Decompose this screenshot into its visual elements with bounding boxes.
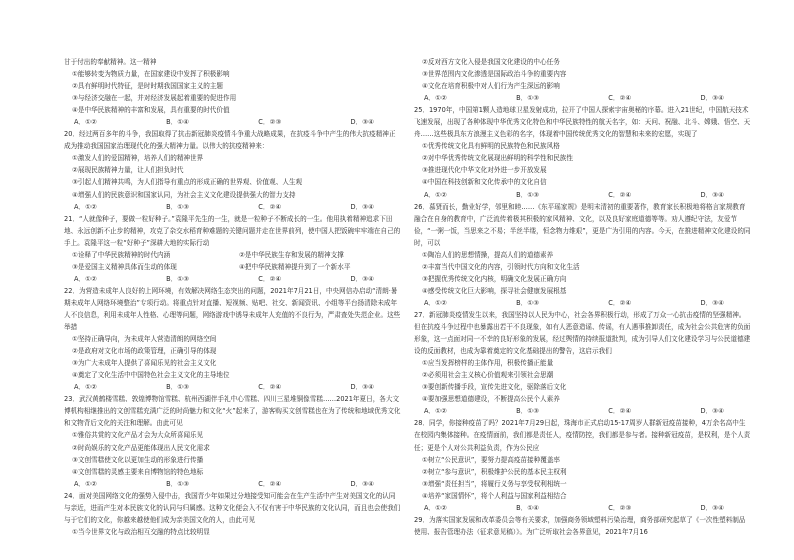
question-continued xyxy=(64,56,402,128)
question-25 xyxy=(414,104,752,200)
option: ②丰富当代中国文化的内容，引领时代方向和文化生活 xyxy=(422,262,580,271)
option: ④文化在培育积极中对人们行为产生深远的影响 xyxy=(422,82,560,91)
question-stem: 28．同学，你接种疫苗了吗？2021年7月29日起，珠海市正式启动15-17周岁人群新冠疫苗接种，4万余名高中生在校园内集体接种。在疫情面前，我们都是责任人，疫情防控，我们都是参与者。接种新冠疫苗，是权利，是个人责任；更是个人对公共利益负责，作为公民应 xyxy=(414,419,751,452)
choice-a: A．①② xyxy=(424,503,447,512)
answer-choices xyxy=(414,297,724,309)
choice-a: A．①② xyxy=(74,202,97,211)
choice-c: C．②③ xyxy=(258,118,282,127)
option: ②对中华优秀传统文化展现出鲜明的科学性和民族性 xyxy=(422,154,573,163)
option: ①优秀传统文化具有鲜明的民族特色和民族风格 xyxy=(422,142,560,151)
question-29 xyxy=(414,514,752,538)
answer-choices xyxy=(414,189,724,201)
answer-choices xyxy=(414,92,724,104)
left-column xyxy=(64,56,402,538)
option: ④把中华民族精神提升到了一个新水平 xyxy=(239,262,351,271)
answer-choices xyxy=(414,502,724,514)
option: ④感受传统文化巨大影响，探寻社会健康发展根基 xyxy=(422,286,567,295)
option: ③推进现代化中华文化对外进一步开放发展 xyxy=(422,166,547,175)
question-22 xyxy=(64,285,402,393)
option: ①能够转变为物质力量，在国家建设中发挥了积极影响 xyxy=(72,70,230,79)
choice-b: B．①③ xyxy=(166,383,190,392)
option: ③为广大未成年人提供了喜闻乐见的社会主义文化 xyxy=(72,359,217,368)
choice-b: B．①③ xyxy=(516,407,540,416)
answer-choices xyxy=(64,478,374,490)
option: ①当今世界文化与政治相互交融的特点比较明显 xyxy=(72,527,210,536)
choice-c: C．②③ xyxy=(608,503,632,512)
option: ④增强人们的民族意识和国家认同，为社会主义文化建设提供强大的智力支持 xyxy=(72,190,296,199)
answer-choices xyxy=(64,116,374,128)
choice-c: C．②④ xyxy=(608,190,632,199)
question-stem: 20．经过两百多年的斗争，我国取得了抗击新冠肺炎疫情斗争重大战略成果，在抗疫斗争中产生的伟大抗疫精神正成为推动我国国家治理现代化的强大精神力量。以伟大的抗疫精神来： xyxy=(64,130,396,151)
question-20 xyxy=(64,128,402,212)
question-21 xyxy=(64,213,402,285)
option: ①坚持正确导向，为未成年人营造清朗的网络空间 xyxy=(72,335,217,344)
choice-a: A．①② xyxy=(74,479,97,488)
choice-c: C．②④ xyxy=(608,94,632,103)
answer-choices xyxy=(64,201,374,213)
choice-b: B．①③ xyxy=(516,190,540,199)
choice-a: A．①② xyxy=(424,407,447,416)
question-23 xyxy=(64,393,402,489)
choice-a: A．①② xyxy=(424,298,447,307)
choice-b: B．①③ xyxy=(166,479,190,488)
option: ②具有鲜明时代特征，是时时期我国国家主义的主题 xyxy=(72,82,223,91)
choice-d: D．③④ xyxy=(700,503,724,512)
option: ②是政府对文化市场的政策管理，正确引导的体现 xyxy=(72,347,217,356)
choice-b: B．①④ xyxy=(516,503,540,512)
choice-d: D．③④ xyxy=(350,118,374,127)
option: ②展现民族精神力量，让人们担负时代 xyxy=(72,166,184,175)
choice-d: D．③④ xyxy=(700,407,724,416)
option: ③引起人们精神共鸣，为人们指导有重点的形成正确的世界观、价值观、人生观 xyxy=(72,178,303,187)
right-column xyxy=(414,56,752,538)
choice-c: C．②④ xyxy=(258,202,282,211)
choice-c: C．②④ xyxy=(608,298,632,307)
option: ④奠定了文化生活中中国特色社会主义文化的主导地位 xyxy=(72,371,230,380)
question-stem: 29．为落实国家发展和改革委员会等有关要求，加强商务领域塑料污染治理，商务部研究起草了《一次性塑料制品使用、报告管理办法（征求意见稿）》。为广泛听取社会各界意见，2021年7月16 xyxy=(414,515,746,536)
answer-choices xyxy=(64,273,374,285)
choice-b: B．①③ xyxy=(516,94,540,103)
option: ②反对西方文化入侵是我国文化建设的中心任务 xyxy=(422,58,560,66)
question-intro: 甘于付出的奉献精神。这一精神 xyxy=(64,58,157,66)
option-pair xyxy=(64,261,402,273)
choice-d: D．③④ xyxy=(350,479,374,488)
choice-a: A．①② xyxy=(74,383,97,392)
option-pair xyxy=(64,249,402,261)
question-28 xyxy=(414,417,752,513)
choice-b: B．①③ xyxy=(166,274,190,283)
option: ①应当发挥榜样的主体作用，积极传播正能量 xyxy=(422,359,554,368)
option: ①激发人们的爱国精神，培养人们的精神世界 xyxy=(72,154,204,163)
choice-d: D．③④ xyxy=(700,190,724,199)
question-27 xyxy=(414,309,752,417)
answer-choices xyxy=(64,381,374,393)
option: ④培养“家国情怀”，将个人利益与国家利益相结合 xyxy=(422,491,567,500)
question-stem: 23．武汉黄鹤楼雪糕、敦煌博物馆雪糕、杭州西湖伴手礼中心雪糕、四川三星堆铜像雪糕……2021年夏日，各大文博机构相继推出的文创雪糕充满广泛的时尚魅力和文化“火”起来了，游客购买文创雪糕也在为了传统和地域优秀文化和文物背后文化的关注和理解。由此可见 xyxy=(64,395,401,428)
question-stem: 22．为营造未成年人良好的上网环境，有效解决网络生态突出的问题，2021年7月21日，中央网信办启动“清朗·暑期未成年人网络环境整治”专项行动。将重点针对直播、短视频、贴吧、社交、新闻资讯、小组等平台扬清除未成年人不良信息，利用未成年人性格、心理等问题，网络游戏中诱导未成年人充值的不良行为，严肃查处失范企业。这些举措 xyxy=(64,286,401,332)
option: ①诠释了中华民族精神的时代内涵 xyxy=(72,250,171,259)
option: ④文创雪糕的灵感主要来自博物馆的特色地标 xyxy=(72,467,204,476)
choice-c: C．②④ xyxy=(258,383,282,392)
question-24 xyxy=(64,490,402,538)
option: ④是中华民族精神的丰富和发展，具有重要的时代价值 xyxy=(72,106,230,115)
question-stem: 24．面对美国网络文化的强势入侵中击，我国青少年如果过分地接受知可能会在生产生活中产生对美国文化的认同与亲近，进而产生对本民族文化的认同与归属感。这种文化便会入不仅有害于中华民族的文化认同，而且也会使我们与于它们的文化，你越来越使他们成为亲美国文化的人，由此可见 xyxy=(64,491,401,524)
option: ④中国在科技创新和文化传承中的文化自信 xyxy=(422,178,547,187)
option: ①树立“公民意识”，要努力提高疫苗接种覆盖率 xyxy=(422,455,561,464)
option: ③是爱国主义精神具体而生动的体现 xyxy=(72,262,177,271)
choice-b: B．①③ xyxy=(516,298,540,307)
choice-a: A．①② xyxy=(424,190,447,199)
choice-a: A．①② xyxy=(74,118,97,127)
option: ③增强“责任担当”，将履行义务与享受权利相统一 xyxy=(422,479,567,488)
option: ①雅俗共赏的文化产品才会为大众所喜闻乐见 xyxy=(72,431,204,440)
question-26 xyxy=(414,201,752,309)
choice-c: C．②④ xyxy=(258,479,282,488)
choice-d: D．③④ xyxy=(700,94,724,103)
choice-d: D．③④ xyxy=(350,383,374,392)
choice-a: A．①② xyxy=(74,274,97,283)
choice-c: C．②④ xyxy=(608,407,632,416)
option: ②时尚娱乐的文化产品更能体现出人民文化需求 xyxy=(72,443,210,452)
option: ③世界范围内文化渗透是国际政治斗争的重要内容 xyxy=(422,70,567,79)
answer-choices xyxy=(414,405,724,417)
question-stem: 26．慕贤而长，勤业好学，邻里和睦……《东平瑶家规》是明末清初的重要著作，教育家长积极地将格言家规教育融合在自身的教育中，广泛流传着极其积极的家风精神、文化，以及良好家庭道德等等。劝人遵纪守法，友爱节俭，“一粥一饭，当思来之不易；半丝半缕，恒念物力维艰”，更是广为引用的内容。今天，在推进精神文化建设的同时，可以 xyxy=(414,202,751,247)
choice-b: B．①③ xyxy=(166,202,190,211)
question-stem: 25．1970年，中国第1颗人造地球卫星发射成功，拉开了中国人探索宇宙奥秘的序幕。进入21世纪，中国航天技术飞速发展，出现了各种体现中华优秀文化特色和中华民族特性的航天名字，如：天问、祝融、北斗、嫦娥、悟空、天舟……这些极具东方浪漫主义色彩的名字，体现着中国传统优秀文化的智慧和未来的宏愿，实现了 xyxy=(414,106,751,139)
option: ②必须用社会主义核心价值观来引领社会思潮 xyxy=(422,371,554,380)
option: ③文创雪糕使文化以更加生动的形象进行传播 xyxy=(72,455,204,464)
choice-b: B．①④ xyxy=(166,118,190,127)
choice-d: D．③④ xyxy=(700,298,724,307)
option: ④要加强思想道德建设，不断提高公民个人素养 xyxy=(422,395,560,404)
question-stem: 21．“人就像种子，要做一粒好种子。”袁隆平先生的一生，就是一粒种子不断成长的一生。他用执着精神追求下田地、永远创新不止步的精神，攻克了杂交水稻育种难题的关键问题并走在世界前列，使中国人把饭碗牢牢端在自己的手上。袁隆平这一粒“好种子”深耕大地的实际行动 xyxy=(64,214,401,247)
option: ③要创新传播手段，宣传先进文化，驱除落后文化 xyxy=(422,383,567,392)
choice-c: C．②④ xyxy=(258,274,282,283)
question-24-continued xyxy=(414,56,752,104)
choice-d: D．③④ xyxy=(350,202,374,211)
option: ①陶冶人们的思想情操，提高人们的道德素养 xyxy=(422,250,554,259)
question-stem: 27．新冠肺炎疫情发生以来，我国坚持以人民为中心，社会各界积极行动，形成了万众一心抗击疫情的坚强精神。但在抗疫斗争过程中也暴露出若干不良现象，如有人恶意造谣、传谣，有人遇事推卸责任，成为社会公共危害的负面形象，这一点面对同一不幸的良好形象的发展，经过舆情的持续报道批判，成为引导人们文化建设学习与公民道德建设的反面教材，也成为靠着奠定的文化基础提出的警告，这启示我们 xyxy=(414,310,751,356)
option: ③与经济交融在一起，并对经济发展起着重要的促进作用 xyxy=(72,94,237,103)
option: ②树立“参与意识”，积极维护公民的基本民主权利 xyxy=(422,467,567,476)
choice-a: A．①② xyxy=(424,94,447,103)
option: ②是中华民族生存和发展的精神支撑 xyxy=(239,250,344,259)
choice-d: D．③④ xyxy=(350,274,374,283)
option: ③把握优秀传统文化内核，明确文化发展正确方向 xyxy=(422,274,567,283)
